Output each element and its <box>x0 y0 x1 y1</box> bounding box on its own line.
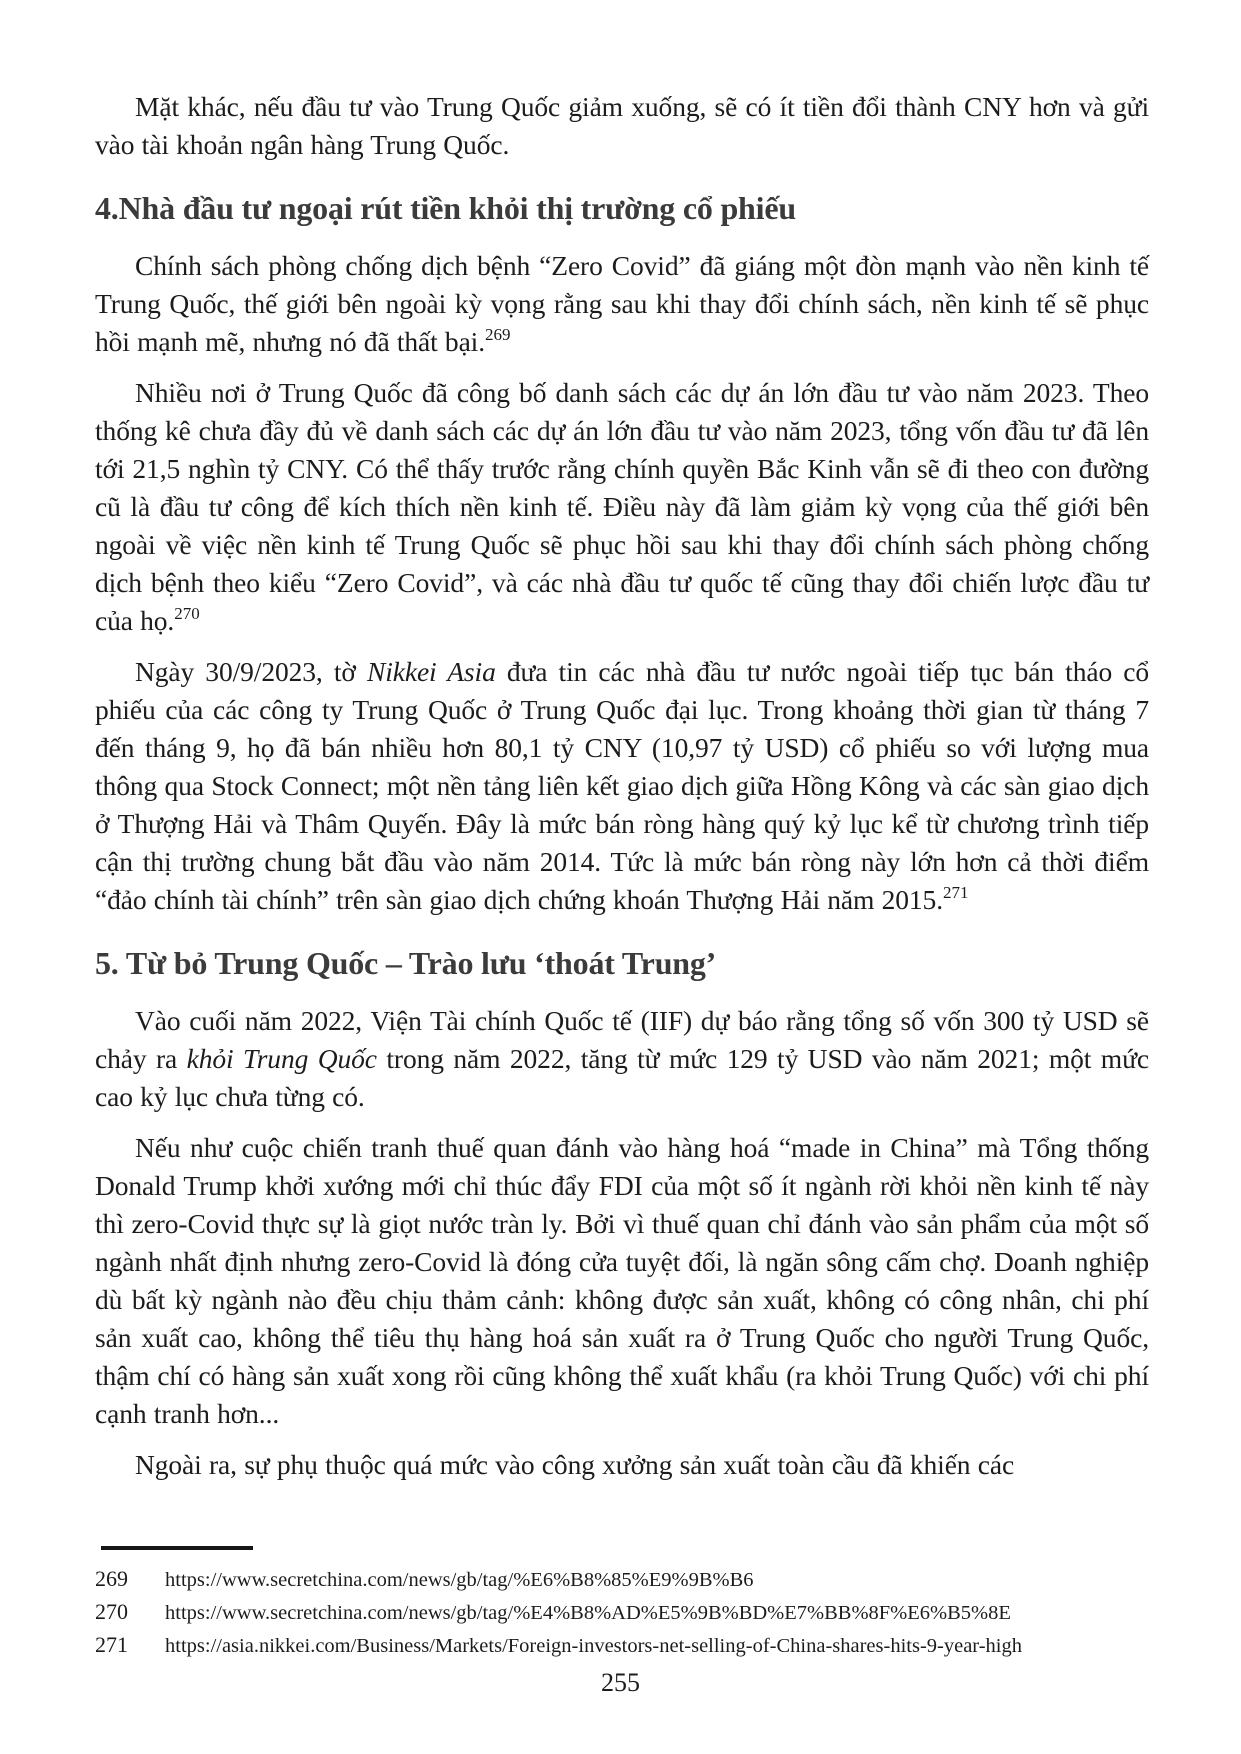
footnote-separator <box>101 1546 253 1550</box>
footnote-row <box>95 1629 1149 1662</box>
footnote-section <box>95 1546 1149 1662</box>
text-run: trong năm 2022, tăng từ mức 129 tỷ USD vào năm 2021; một mức cao kỷ lục chưa từng có. <box>95 1043 1149 1112</box>
footnote-row <box>95 1563 1149 1596</box>
footnote-ref: 271 <box>942 882 969 902</box>
paragraph-iif-forecast <box>95 1002 1149 1116</box>
section-heading-4: 4.Nhà đầu tư ngoại rút tiền khỏi thị trường cổ phiếu <box>95 190 796 226</box>
section-heading-5: 5. Từ bỏ Trung Quốc – Trào lưu ‘thoát Trung’ <box>95 945 717 981</box>
footnote-url: https://www.secretchina.com/news/gb/tag/%E6%B8%85%E9%9B%B6 <box>165 1569 754 1591</box>
page-number: 255 <box>601 1668 640 1697</box>
text-run: đưa tin các nhà đầu tư nước ngoài tiếp tục bán tháo cổ phiếu của các công ty Trung Quốc ở Trung Quốc đại lục. Trong khoảng thời gian từ tháng 7 đến tháng 9, họ đã bán nhiều hơn 80,1 tỷ CNY (10,97 tỷ USD) cổ phiếu so với lượng mua thông qua Stock Connect; một nền tảng liên kết giao dịch giữa Hồng Kông và các sàn giao dịch ở Thượng Hải và Thâm Quyến. Đây là mức bán ròng hàng quý kỷ lục kể từ chương trình tiếp cận thị trường chung bắt đầu vào năm 2014. Tức là mức bán ròng này lớn hơn cả thời điểm “đảo chính tài chính” trên sàn giao dịch chứng khoán Thượng Hải năm 2015. <box>95 656 1149 915</box>
footnote-url: https://www.secretchina.com/news/gb/tag/%E4%B8%AD%E5%9B%BD%E7%BB%8F%E6%B5%8E <box>165 1602 1011 1624</box>
footnote-number: 269 <box>95 1566 128 1591</box>
text-run: Chính sách phòng chống dịch bệnh “Zero Covid” đã giáng một đòn mạnh vào nền kinh tế Trung Quốc, thế giới bên ngoài kỳ vọng rằng sau khi thay đổi chính sách, nền kinh tế sẽ phục hồi mạnh mẽ, nhưng nó đã thất bại. <box>95 250 1149 357</box>
text-run: Ngày 30/9/2023, tờ <box>135 656 367 687</box>
footnote-row <box>95 1596 1149 1629</box>
footnote-url: https://asia.nikkei.com/Business/Markets/Foreign-investors-net-selling-of-China-shares-hits-9-year-high <box>165 1635 1022 1657</box>
paragraph-zero-covid-policy <box>95 247 1149 361</box>
text-run: Nhiều nơi ở Trung Quốc đã công bố danh sách các dự án lớn đầu tư vào năm 2023. Theo thống kê chưa đầy đủ về danh sách các dự án lớn đầu tư vào năm 2023, tổng vốn đầu tư đã lên tới 21,5 nghìn tỷ CNY. Có thể thấy trước rằng chính quyền Bắc Kinh vẫn sẽ đi theo con đường cũ là đầu tư công để kích thích nền kinh tế. Điều này đã làm giảm kỳ vọng của thế giới bên ngoài về việc nền kinh tế Trung Quốc sẽ phục hồi sau khi thay đổi chính sách phòng chống dịch bệnh theo kiểu “Zero Covid”, và các nhà đầu tư quốc tế cũng thay đổi chiến lược đầu tư của họ. <box>95 377 1149 636</box>
text-run: Nếu như cuộc chiến tranh thuế quan đánh vào hàng hoá “made in China” mà Tổng thống Donald Trump khởi xướng mới chỉ thúc đẩy FDI của một số ít ngành rời khỏi nền kinh tế này thì zero-Covid thực sự là giọt nước tràn ly. Bởi vì thuế quan chỉ đánh vào sản phẩm của một số ngành nhất định nhưng zero-Covid là đóng cửa tuyệt đối, là ngăn sông cấm chợ. Doanh nghiệp dù bất kỳ ngành nào đều chịu thảm cảnh: không được sản xuất, không có công nhân, chi phí sản xuất cao, không thể tiêu thụ hàng hoá sản xuất ra ở Trung Quốc cho người Trung Quốc, thậm chí có hàng sản xuất xong rồi cũng không thể xuất khẩu (ra khỏi Trung Quốc) với chi phí cạnh tranh hơn... <box>95 1132 1149 1429</box>
paragraph-investment-projects-2023 <box>95 374 1149 640</box>
text-run: Vào cuối năm 2022, Viện Tài chính Quốc tế (IIF) dự báo rằng tổng số vốn 300 tỷ USD sẽ chảy ra <box>95 1005 1149 1074</box>
paragraph-cny-deposits <box>95 88 1149 164</box>
emphasized-text: Nikkei Asia <box>366 656 496 687</box>
footnote-ref: 269 <box>485 324 511 344</box>
paragraph-global-factory-dependence <box>95 1446 1149 1484</box>
text-run: Mặt khác, nếu đầu tư vào Trung Quốc giảm xuống, sẽ có ít tiền đổi thành CNY hơn và gửi vào tài khoản ngân hàng Trung Quốc. <box>95 91 1149 160</box>
footnote-number: 270 <box>95 1599 128 1624</box>
text-run: Ngoài ra, sự phụ thuộc quá mức vào công xưởng sản xuất toàn cầu đã khiến các <box>135 1449 1015 1480</box>
footnote-number: 271 <box>95 1632 128 1657</box>
paragraph-nikkei-asia-report <box>95 653 1149 919</box>
emphasized-text: khỏi Trung Quốc <box>186 1043 377 1074</box>
footnote-ref: 270 <box>174 603 200 623</box>
paragraph-trade-war-zero-covid <box>95 1129 1149 1433</box>
